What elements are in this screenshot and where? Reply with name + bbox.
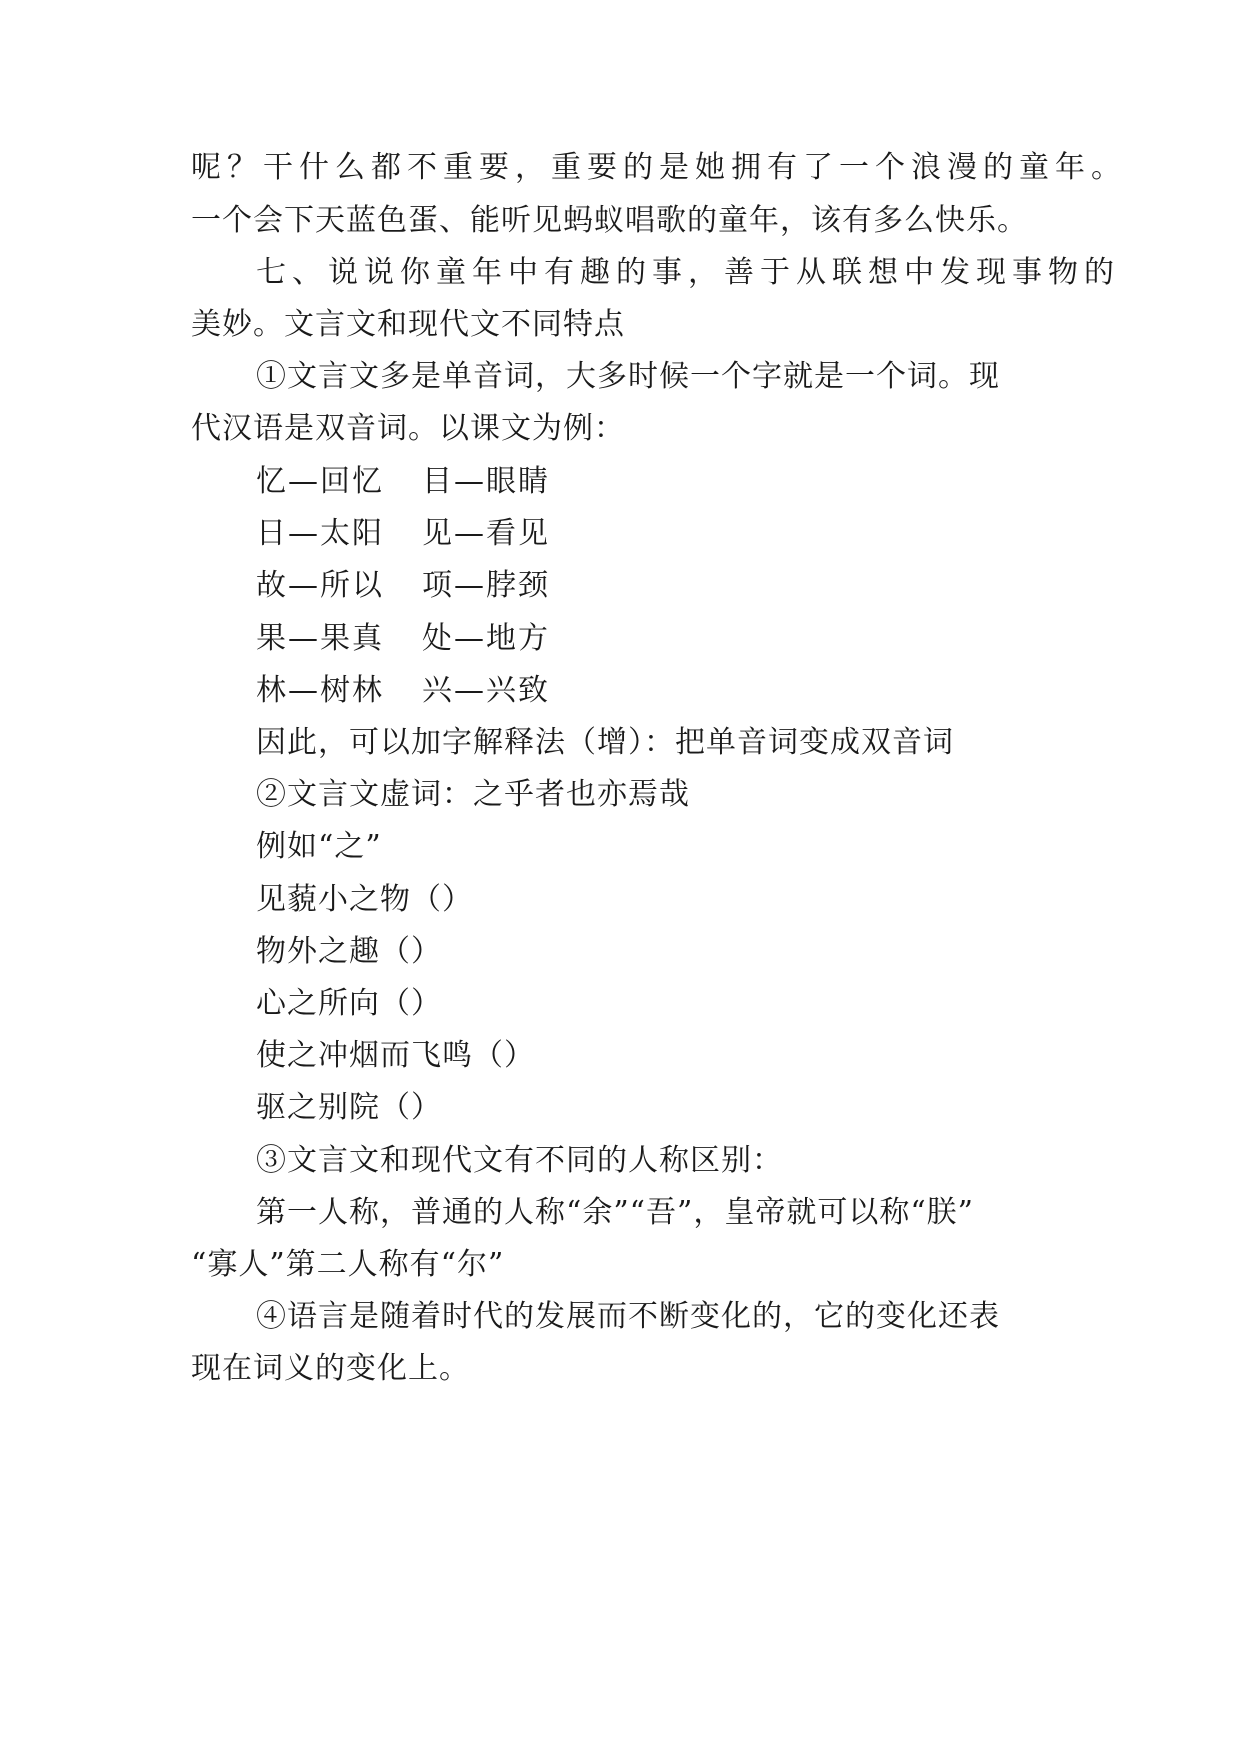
text-line: 例如“之” <box>256 829 382 864</box>
word-pair-right: 兴—兴致 <box>422 673 550 708</box>
text-line: ④语言是随着时代的发展而不断变化的，它的变化还表 <box>256 1299 1000 1334</box>
text-line: 现在词义的变化上。 <box>191 1351 470 1386</box>
word-pair-row <box>256 671 550 711</box>
word-pair-left: 林—树林 <box>256 673 384 708</box>
word-pair-row <box>256 462 550 502</box>
word-pair-left: 日—太阳 <box>256 516 384 551</box>
text-line: “寡人”第二人称有“尔” <box>191 1247 505 1282</box>
example-line: 驱之别院（） <box>256 1090 442 1125</box>
text-line: 第一人称，普通的人称“余”“吾”，皇帝就可以称“朕” <box>256 1195 975 1230</box>
text-line: ①文言文多是单音词，大多时候一个字就是一个词。现 <box>256 359 1000 394</box>
text-line: 因此，可以加字解释法（增）：把单音词变成双音词 <box>256 725 954 760</box>
word-pair-right: 见—看见 <box>422 516 550 551</box>
word-pair-right: 处—地方 <box>422 621 550 656</box>
word-pair-left: 果—果真 <box>256 621 384 656</box>
section-heading: 七、说说你童年中有趣的事，善于从联想中发现事物的 <box>256 255 1120 290</box>
word-pair-row <box>256 619 550 659</box>
word-pair-right: 目—眼睛 <box>422 464 550 499</box>
text-line: 美妙。文言文和现代文不同特点 <box>191 307 625 342</box>
word-pair-row <box>256 514 550 554</box>
word-pair-row <box>256 566 550 606</box>
text-line: 一个会下天蓝色蛋、能听见蚂蚁唱歌的童年，该有多么快乐。 <box>191 203 1028 238</box>
word-pair-left: 故—所以 <box>256 568 384 603</box>
text-line: 呢？干什么都不重要，重要的是她拥有了一个浪漫的童年。 <box>191 150 1127 185</box>
example-line: 物外之趣（） <box>256 934 442 969</box>
text-line: ③文言文和现代文有不同的人称区别： <box>256 1143 783 1178</box>
example-line: 见藐小之物（） <box>256 882 473 917</box>
word-pair-left: 忆—回忆 <box>256 464 384 499</box>
example-line: 心之所向（） <box>256 986 442 1021</box>
text-line: ②文言文虚词：之乎者也亦焉哉 <box>256 777 690 812</box>
text-line: 代汉语是双音词。以课文为例： <box>191 411 625 446</box>
example-line: 使之冲烟而飞鸣（） <box>256 1038 535 1073</box>
word-pair-right: 项—脖颈 <box>422 568 550 603</box>
